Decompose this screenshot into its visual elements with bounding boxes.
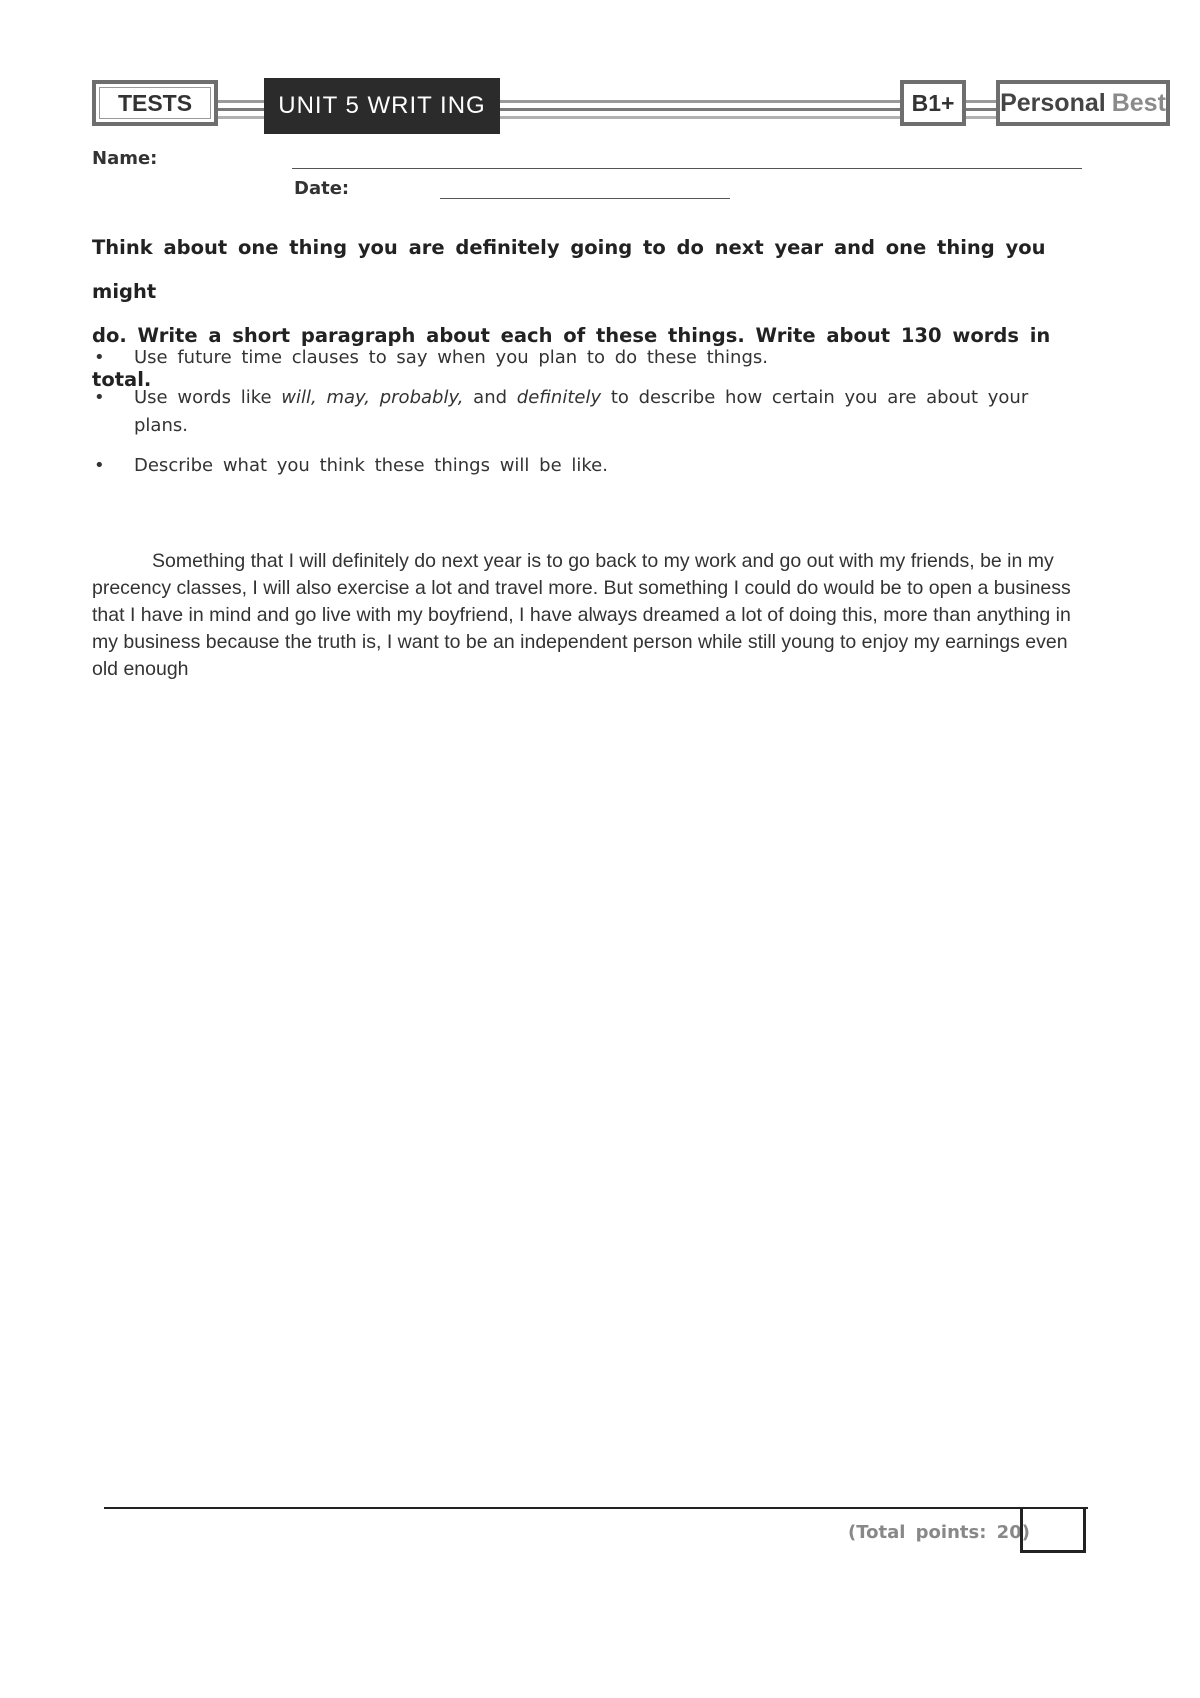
brand-logo — [996, 80, 1170, 126]
brand-logo-part2: Best — [1111, 88, 1166, 117]
bullet-icon: • — [94, 387, 105, 408]
page-header — [92, 78, 1170, 136]
list-item — [92, 344, 1082, 372]
list-item — [92, 384, 1082, 440]
answer-text[interactable]: Something that I will definitely do next year is to go back to my work and go out with my friends, be in my precency classes, I will also exercise a lot and travel more. But something I could do would be to open a business that I have in mind and go live with my boyfriend, I have always dreamed a lot of doing this, more than anything in my business because the truth is, I want to be an independent person while still young to enjoy my earnings even old enough — [92, 550, 1071, 680]
date-label: Date: — [294, 178, 350, 199]
list-item-text: Use words like — [134, 387, 272, 408]
date-field[interactable] — [440, 198, 730, 199]
total-points: (Total points: 20) — [848, 1522, 1030, 1543]
score-box[interactable] — [1020, 1507, 1086, 1553]
name-label: Name: — [92, 148, 158, 169]
name-field[interactable] — [292, 168, 1082, 169]
instructions-line-1: Think about one thing you are definitely going to do next year and one thing you might — [92, 236, 1046, 303]
list-item-italic: definitely — [516, 387, 602, 408]
tests-tag: TESTS — [92, 80, 218, 126]
bullet-icon: • — [94, 455, 105, 476]
list-item-text: to describe how certain you are about your plans. — [134, 387, 1029, 436]
unit-title: UNIT 5 WRIT ING — [264, 78, 500, 134]
list-item — [92, 452, 1082, 480]
instructions-line-2: do. Write a short paragraph about each of these things. Write about 130 words in total. — [92, 324, 1051, 391]
brand-logo-part1: Personal — [1000, 88, 1106, 117]
list-item-text: Use future time clauses to say when you plan to do these things. — [134, 347, 768, 368]
list-item-text: and — [473, 387, 508, 408]
level-badge: B1+ — [900, 80, 966, 126]
list-item-italic: will, may, probably, — [281, 387, 464, 408]
task-guidelines — [92, 344, 1082, 492]
footer-divider — [104, 1507, 1088, 1509]
list-item-text: Describe what you think these things will be like. — [134, 455, 608, 476]
bullet-icon: • — [94, 347, 105, 368]
